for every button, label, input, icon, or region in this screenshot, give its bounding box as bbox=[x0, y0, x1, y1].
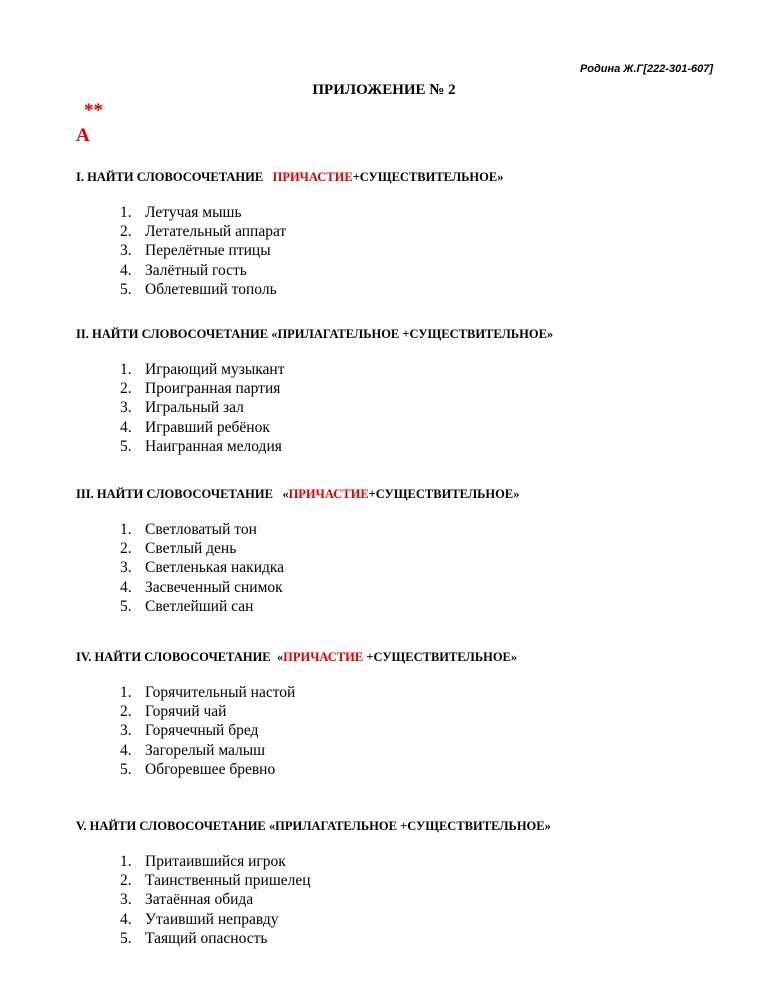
list-item: 3. Перелётные птицы bbox=[120, 242, 271, 260]
section-heading: II. НАЙТИ СЛОВОСОЧЕТАНИЕ «ПРИЛАГАТЕЛЬНОЕ +СУЩЕСТВИТЕЛЬНОЕ» bbox=[76, 327, 554, 341]
author-line: Родина Ж.Г[222-301-607] bbox=[580, 63, 713, 75]
answer-list bbox=[76, 360, 736, 456]
section-2 bbox=[76, 325, 736, 456]
list-item: 1. Светловатый тон bbox=[120, 521, 257, 538]
section-4 bbox=[76, 648, 736, 779]
answer-list bbox=[76, 683, 736, 779]
section-1 bbox=[76, 168, 736, 299]
list-item: 1. Горячительный настой bbox=[120, 684, 296, 701]
list-item: 4. Засвеченный снимок bbox=[120, 578, 283, 596]
section-heading: IV. НАЙТИ СЛОВОСОЧЕТАНИЕ «ПРИЧАСТИЕ +СУЩЕСТВИТЕЛЬНОЕ» bbox=[76, 650, 518, 664]
list-item: 3. Игральный зал bbox=[120, 399, 244, 417]
answer-list bbox=[76, 520, 736, 616]
list-item: 4. Загорелый малыш bbox=[120, 741, 266, 759]
list-item: 1. Играющий музыкант bbox=[120, 361, 285, 378]
list-item: 1. Притаившийся игрок bbox=[120, 853, 286, 870]
list-item: 4. Игравший ребёнок bbox=[120, 418, 270, 436]
answer-list bbox=[76, 852, 736, 948]
section-5 bbox=[76, 817, 736, 948]
list-item: 3. Горячечный бред bbox=[120, 722, 259, 740]
section-3 bbox=[76, 485, 736, 616]
answer-list bbox=[76, 203, 736, 299]
difficulty-stars: ** bbox=[84, 100, 103, 121]
variant-letter: А bbox=[76, 125, 90, 146]
page-title: ПРИЛОЖЕНИЕ № 2 bbox=[312, 82, 456, 98]
list-item: 2. Таинственный пришелец bbox=[120, 872, 311, 890]
list-item: 3. Светленькая накидка bbox=[120, 559, 285, 577]
list-item: 2. Проигранная партия bbox=[120, 380, 281, 398]
list-item: 5. Обгоревшее бревно bbox=[120, 760, 276, 778]
section-heading: V. НАЙТИ СЛОВОСОЧЕТАНИЕ «ПРИЛАГАТЕЛЬНОЕ +СУЩЕСТВИТЕЛЬНОЕ» bbox=[76, 819, 551, 833]
list-item: 3. Затаённая обида bbox=[120, 891, 254, 909]
list-item: 5. Облетевший тополь bbox=[120, 280, 277, 298]
list-item: 1. Летучая мышь bbox=[120, 204, 242, 221]
list-item: 5. Наигранная мелодия bbox=[120, 437, 282, 455]
list-item: 5. Светлейший сан bbox=[120, 597, 254, 615]
list-item: 5. Таящий опасность bbox=[120, 929, 268, 947]
list-item: 2. Светлый день bbox=[120, 540, 237, 558]
section-heading: III. НАЙТИ СЛОВОСОЧЕТАНИЕ «ПРИЧАСТИЕ+СУЩЕСТВИТЕЛЬНОЕ» bbox=[76, 487, 520, 501]
list-item: 2. Горячий чай bbox=[120, 703, 227, 721]
list-item: 4. Залётный гость bbox=[120, 261, 247, 279]
list-item: 2. Летательный аппарат bbox=[120, 223, 287, 241]
list-item: 4. Утаивший неправду bbox=[120, 910, 279, 928]
section-heading: I. НАЙТИ СЛОВОСОЧЕТАНИЕ ПРИЧАСТИЕ+СУЩЕСТВИТЕЛЬНОЕ» bbox=[76, 170, 504, 184]
